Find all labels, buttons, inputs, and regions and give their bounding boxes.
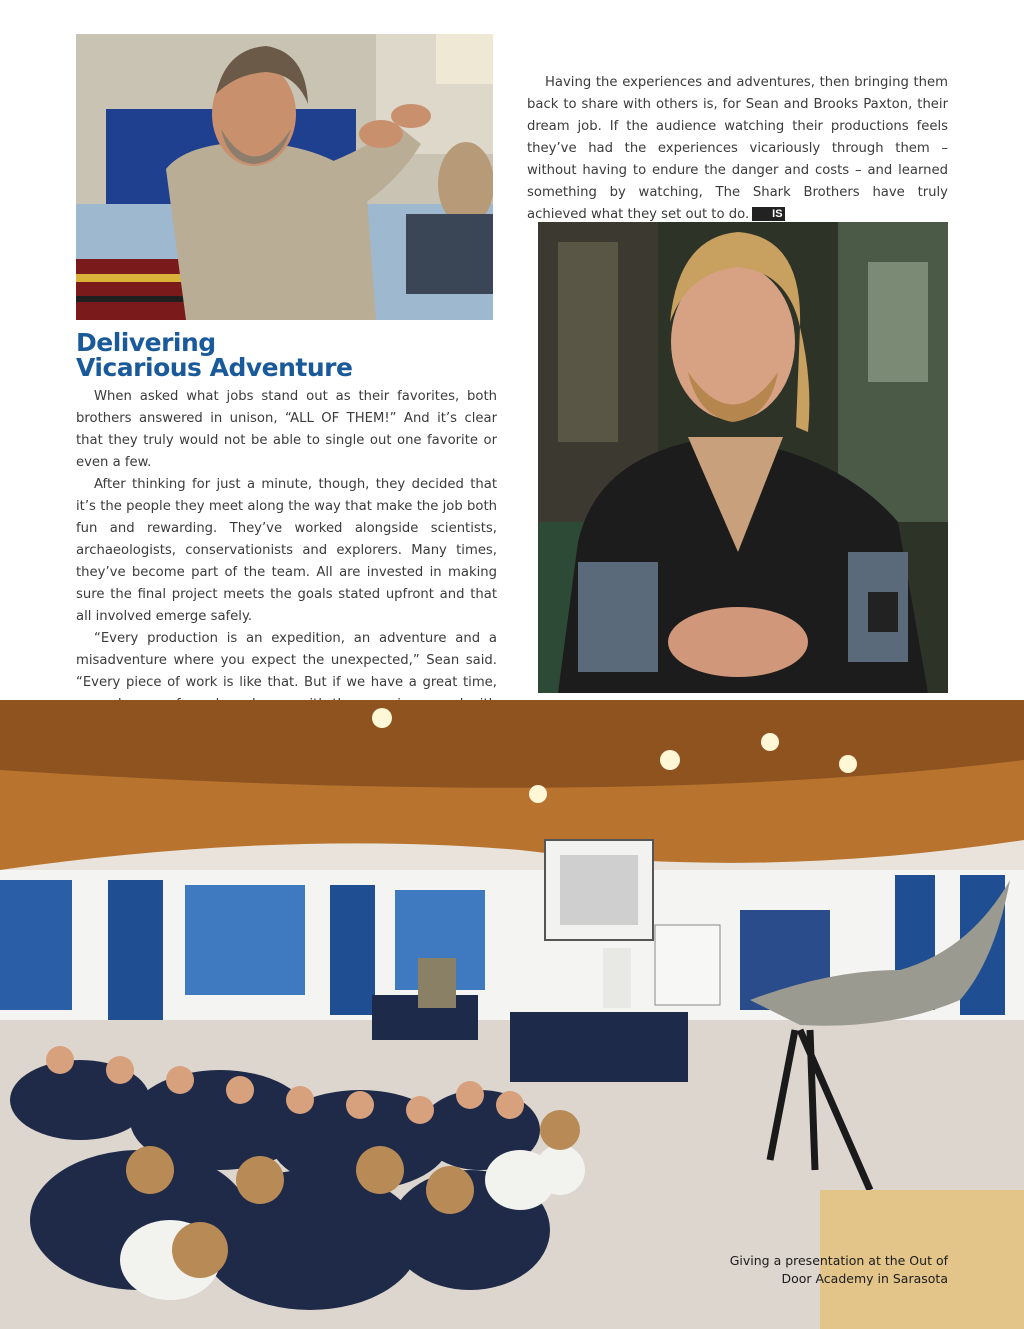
photo-classroom-presentation <box>0 700 1024 1329</box>
photo-caption-line-1: Giving a presentation at the Out of <box>729 1253 948 1268</box>
body-paragraph: When asked what jobs stand out as their favorites, both brothers answered in unison, “ALL OF THEM!” And it’s clear that they truly would not be able to single out one favorite or even a few. <box>76 389 497 470</box>
section-heading-line-2: Vicarious Adventure <box>76 353 353 382</box>
photo-caption-line-2: Door Academy in Sarasota <box>781 1271 948 1286</box>
body-paragraph: “Every production is an expedition, an adventure and a misadventure where you expect the unexpected,” Sean said. “Every piece of work is like that. But if we have a great time, <box>76 631 497 690</box>
end-of-article-mark: IS <box>752 207 784 221</box>
photo-man-on-couch <box>76 34 493 320</box>
left-column-text <box>76 386 497 738</box>
closing-paragraph-text: Having the experiences and adventures, then bringing them back to share with others is, for Sean and Brooks Paxton, their dream job. If the audience watching their productions feels they’ve had the experiences vicariously through them – without having to endure the danger and costs – and learned something by watching, The Shark Brothers have truly achieved what they set out to do. <box>527 75 948 222</box>
section-heading <box>76 330 352 380</box>
body-paragraph <box>527 72 948 226</box>
photo-smiling-man <box>538 222 948 693</box>
photo-caption <box>708 1252 948 1288</box>
section-heading-line-1: Delivering <box>76 328 216 357</box>
body-paragraph: After thinking for just a minute, though, they decided that it’s the people they meet along the way that make the job both fun and rewarding. They’ve worked alongside scientists, archaeologists, conservationists and explorers. Many times, they’ve become part of the team. All are invested in making sure the final project meets the goals stated upfront and that all involved emerge safely. <box>76 477 497 624</box>
right-column-text <box>527 72 948 226</box>
